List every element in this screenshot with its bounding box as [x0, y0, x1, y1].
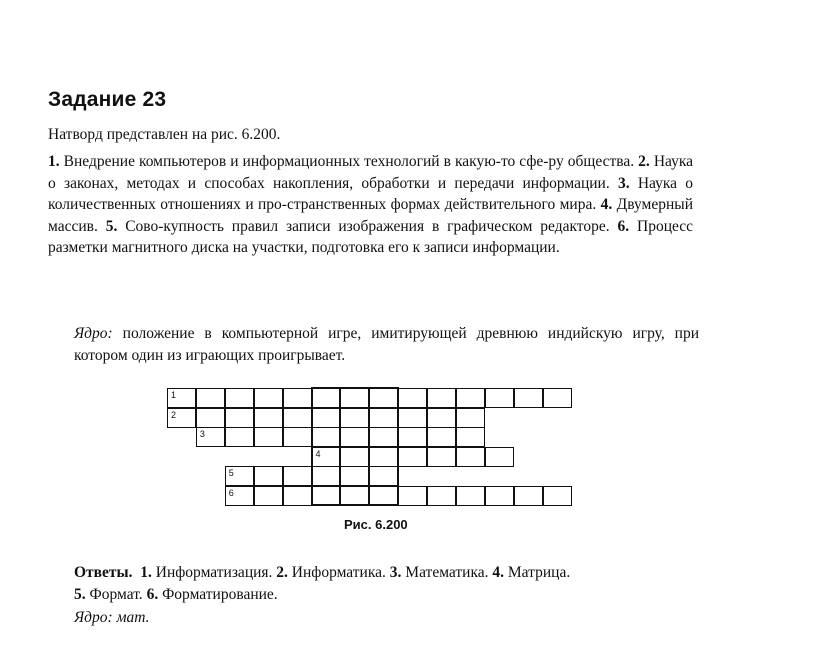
- crossword-cell: [543, 486, 572, 506]
- clue-2-text: Наука о законах, методах и способах накопления, обработки и передачи информации.: [48, 153, 694, 192]
- task-title: Задание 23: [48, 88, 167, 111]
- clue-6-number: 6.: [617, 217, 630, 235]
- crossword-cell: [340, 427, 369, 447]
- answer-6-number: 6.: [146, 586, 159, 603]
- crossword-row-number: 5: [228, 468, 234, 478]
- answer-4-text: Матрица.: [507, 564, 571, 581]
- clue-5-text: Сово-купность правил записи изображения в графическом редакторе.: [125, 217, 610, 235]
- clue-3-number: 3.: [617, 174, 630, 192]
- crossword-cell: [254, 486, 283, 506]
- crossword-cell: [340, 447, 369, 467]
- crossword-cell: [456, 447, 485, 467]
- crossword-core-separator: [368, 388, 370, 505]
- crossword-cell: [398, 427, 427, 447]
- answer-5-text: Формат.: [89, 586, 143, 603]
- answer-1-number: 1.: [140, 564, 152, 581]
- crossword-row-number: 1: [171, 390, 177, 400]
- crossword-cell: [369, 447, 398, 467]
- answer-core-label: Ядро:: [74, 609, 113, 626]
- crossword-cell: [283, 486, 312, 506]
- answer-core-value: мат.: [116, 609, 150, 626]
- crossword-cell: [254, 408, 283, 428]
- crossword-cell: [369, 388, 398, 408]
- answers-block: [74, 562, 714, 606]
- crossword-cell: [283, 388, 312, 408]
- crossword-row-number: 4: [315, 448, 321, 459]
- crossword-cell: [225, 486, 254, 506]
- clue-3-text: Наука о количественных отношениях и про-странственных формах действительного мира.: [48, 174, 694, 214]
- clue-4-text: Двумерный массив.: [48, 196, 693, 235]
- answer-3-text: Математика.: [405, 564, 489, 581]
- answer-2-number: 2.: [276, 564, 288, 581]
- crossword-cell: [427, 408, 456, 428]
- crossword-cell: [369, 466, 398, 486]
- crossword-cell: [340, 408, 369, 428]
- core-label: Ядро:: [74, 325, 113, 342]
- crossword-cell: [312, 388, 341, 408]
- answers-label: Ответы.: [74, 564, 133, 581]
- clues-paragraph: [48, 151, 693, 259]
- core-clue: [74, 323, 699, 366]
- crossword-row-number: 6: [228, 487, 234, 498]
- crossword-cell: [485, 486, 514, 506]
- crossword-cell: [398, 486, 427, 506]
- crossword-cell: [196, 427, 225, 447]
- crossword-cell: [312, 408, 341, 428]
- crossword-cell: [283, 408, 312, 428]
- crossword-row-number: 2: [171, 409, 177, 420]
- clue-1-text: Внедрение компьютеров и информационных технологий в какую-то сфе-ру общества.: [63, 153, 635, 170]
- answer-5-number: 5.: [74, 586, 86, 603]
- crossword-cell: [340, 388, 369, 408]
- core-text: положение в компьютерной игре, имитирующей древнюю индийскую игру, при котором один из играющих проигрывает.: [74, 325, 700, 364]
- crossword-cell: [340, 466, 369, 486]
- crossword-cell: [312, 466, 341, 486]
- crossword-cell: [427, 447, 456, 467]
- crossword-cell: [340, 486, 369, 506]
- crossword-cell: [485, 447, 514, 467]
- crossword-cell: [254, 427, 283, 447]
- crossword-cell: [369, 408, 398, 428]
- crossword-cell: [485, 388, 514, 408]
- answer-3-number: 3.: [389, 564, 402, 581]
- crossword-cell: [225, 388, 254, 408]
- crossword-grid: [167, 388, 573, 508]
- crossword-cell: [254, 466, 283, 486]
- crossword-cell: [398, 447, 427, 467]
- crossword-core-separator: [339, 388, 341, 505]
- crossword-cell: [427, 486, 456, 506]
- crossword-cell: [398, 388, 427, 408]
- crossword-cell: [514, 388, 543, 408]
- answer-1-text: Информатизация.: [155, 564, 273, 581]
- clue-1-number: 1.: [48, 153, 60, 170]
- crossword-cell: [254, 388, 283, 408]
- crossword-cell: [369, 486, 398, 506]
- crossword-cell: [514, 486, 543, 506]
- crossword-cell: [312, 486, 341, 506]
- answer-2-text: Информатика.: [291, 564, 386, 581]
- crossword-cell: [196, 408, 225, 428]
- crossword-cell: [456, 388, 485, 408]
- crossword-cell: [456, 408, 485, 428]
- crossword-cell: [456, 427, 485, 447]
- crossword-cell: [427, 388, 456, 408]
- crossword-cell: [312, 427, 341, 447]
- crossword-cell: [456, 486, 485, 506]
- crossword-cell: [196, 388, 225, 408]
- clue-4-number: 4.: [600, 196, 613, 214]
- clue-5-number: 5.: [105, 217, 118, 235]
- crossword-cell: [427, 427, 456, 447]
- crossword-cell: [283, 466, 312, 486]
- answer-4-number: 4.: [492, 564, 504, 581]
- crossword-cell: [225, 466, 254, 486]
- crossword-cell: [283, 427, 312, 447]
- crossword-cell: [543, 388, 572, 408]
- crossword-cell: [398, 408, 427, 428]
- clue-2-number: 2.: [638, 153, 650, 170]
- task-intro: Натворд представлен на рис. 6.200.: [48, 126, 281, 143]
- crossword-cell: [312, 447, 341, 467]
- crossword-cell: [225, 408, 254, 428]
- answer-core: [74, 609, 149, 627]
- clue-6-text: Процесс разметки магнитного диска на участки, подготовка его к записи информации.: [48, 217, 694, 257]
- crossword-cell: [167, 388, 196, 408]
- answer-6-text: Форматирование.: [162, 586, 278, 603]
- crossword-cell: [167, 408, 196, 428]
- crossword-row-number: 3: [199, 429, 205, 439]
- crossword-cell: [225, 427, 254, 447]
- crossword-cell: [369, 427, 398, 447]
- figure-caption: Рис. 6.200: [344, 517, 408, 532]
